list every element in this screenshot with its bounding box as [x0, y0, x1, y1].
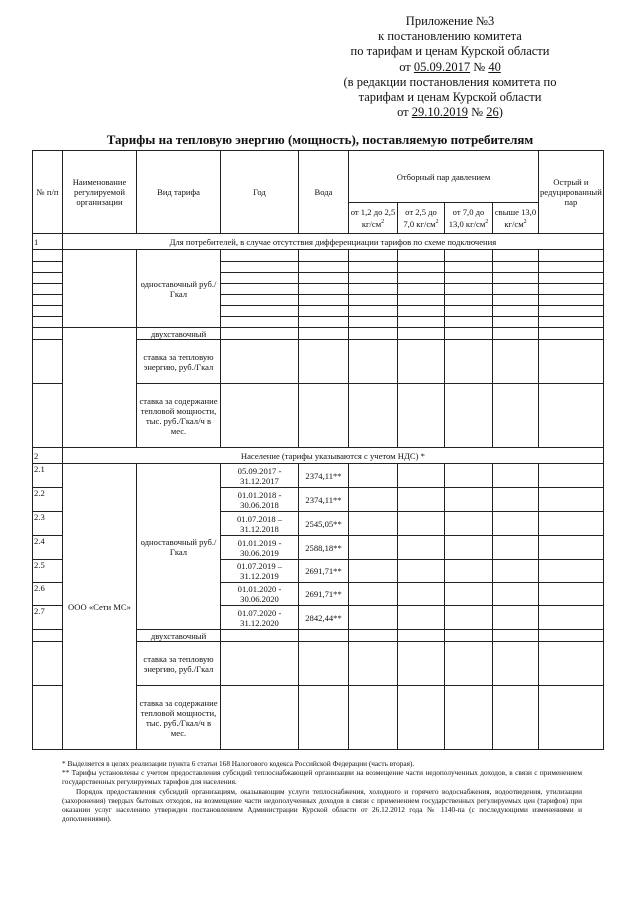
water-tariff-value: 2691,71** — [299, 560, 349, 583]
col-header-pressure-2: от 2,5 до 7,0 $кг/см^2$ — [398, 203, 445, 234]
section-label: Для потребителей, в случае отсутствия дифференциации тарифов по схеме подключения — [63, 234, 604, 250]
row-number: 2.6 — [33, 583, 63, 606]
decree-date: 05.09.2017 — [413, 59, 471, 74]
header-line-2: к постановлению комитета — [378, 29, 522, 44]
row-number: 2.7 — [33, 606, 63, 630]
col-header-steam: Отборный пар давлением — [349, 151, 539, 203]
tariff-type-two-part: двухставочный — [137, 328, 221, 340]
water-tariff-value: 2691,71** — [299, 583, 349, 606]
tariff-period: 01.07.2020 - 31.12.2020 — [221, 606, 299, 630]
tariff-period: 01.07.2018 – 31.12.2018 — [221, 512, 299, 536]
col-header-pressure-4: свыше 13,0 $кг/см^2$ — [493, 203, 539, 234]
tariff-type-two-part: двухставочный — [137, 630, 221, 642]
header-line-4: от 05.09.2017 № 40 — [399, 59, 501, 74]
water-tariff-value: 2374,11** — [299, 488, 349, 512]
col-header-sharp-steam: Острый и редуцированный пар — [539, 151, 604, 234]
capacity-rate-label: ставка за содержание тепловой мощности, тыс. руб./Гкал/ч в мес. — [137, 384, 221, 448]
table-row — [33, 464, 604, 488]
footnote-vat: * Выделяется в целях реализации пункта 6 статьи 168 Налогового кодекса Российской Федерации (часть вторая). — [62, 759, 415, 768]
section-row — [33, 448, 604, 464]
tariff-type-one-part: одноставочный руб./Гкал — [137, 464, 221, 630]
col-header-num: № п/п — [33, 151, 63, 234]
tariff-period: 01.01.2019 - 30.06.2019 — [221, 536, 299, 560]
tariff-period: 01.01.2018 - 30.06.2018 — [221, 488, 299, 512]
water-tariff-value: 2545,05** — [299, 512, 349, 536]
appendix-header — [300, 14, 600, 120]
water-tariff-value: 2374,11** — [299, 464, 349, 488]
table-row — [33, 328, 604, 340]
header-line-6: тарифам и ценам Курской области — [358, 90, 542, 105]
energy-rate-label: ставка за тепловую энергию, руб./Гкал — [137, 642, 221, 686]
header-line-7: от 29.10.2019 № 26) — [397, 105, 503, 120]
tariff-period: 01.07.2019 – 31.12.2019 — [221, 560, 299, 583]
tariff-period: 05.09.2017 - 31.12.2017 — [221, 464, 299, 488]
table-row — [33, 250, 604, 262]
decree-number: 40 — [488, 59, 501, 74]
col-header-pressure-1: от 1,2 до 2,5 $кг/см^2$ — [349, 203, 398, 234]
col-header-year: Год — [221, 151, 299, 234]
organization-name: ООО «Сети МС» — [63, 464, 137, 750]
capacity-rate-label: ставка за содержание тепловой мощности, тыс. руб./Гкал/ч в мес. — [137, 686, 221, 750]
tariff-type-one-part: одноставочный руб./Гкал — [137, 250, 221, 328]
appendix-number: Приложение №3 — [405, 14, 495, 28]
section-label: Население (тарифы указываются с учетом НДС) * — [63, 448, 604, 464]
row-number: 2.4 — [33, 536, 63, 560]
col-header-pressure-3: от 7,0 до 13,0 $кг/см^2$ — [445, 203, 493, 234]
tariff-period: 01.01.2020 - 30.06.2020 — [221, 583, 299, 606]
header-row — [33, 151, 604, 203]
section-row — [33, 234, 604, 250]
row-number: 2.1 — [33, 464, 63, 488]
footnote-subsidy: ** Тарифы установлены с учетом предоставления субсидий теплоснабжающей организации на возмещение части недополученных доходов, в связи с применением государственных регулируемых тарифов для населения. — [62, 768, 582, 787]
col-header-org: Наименование регулируемой организации — [63, 151, 137, 234]
amendment-date: 29.10.2019 — [411, 105, 469, 120]
row-number: 2.5 — [33, 560, 63, 583]
row-number: 2.2 — [33, 488, 63, 512]
amendment-number: 26 — [486, 105, 499, 120]
section-number: 2 — [33, 448, 63, 464]
water-tariff-value: 2588,18** — [299, 536, 349, 560]
water-tariff-value: 2842,44** — [299, 606, 349, 630]
col-header-water: Вода — [299, 151, 349, 234]
col-header-tariff-type: Вид тарифа — [137, 151, 221, 234]
tariff-table — [32, 150, 604, 750]
footnote-procedure: Порядок предоставления субсидий организациям, оказывающим услуги теплоснабжения, холодного и горячего водоснабжения, водоотведения, утилизации (захоронения) твердых бытовых отходов, на возмещение части недополученных доходов в связи с применением государственных регулируемых цен (тарифов) при оказании услуг населению утвержден постановлением Администрации Курской области от 26.12.2012 года № 1140-па (с последующими изменениями и дополнениями). — [62, 786, 582, 824]
document-title: Тарифы на тепловую энергию (мощность), поставляемую потребителям — [106, 132, 534, 147]
footnotes — [62, 759, 582, 823]
row-number: 2.3 — [33, 512, 63, 536]
energy-rate-label: ставка за тепловую энергию, руб./Гкал — [137, 340, 221, 384]
section-number: 1 — [33, 234, 63, 250]
header-line-3: по тарифам и ценам Курской области — [350, 44, 550, 59]
header-line-5: (в редакции постановления комитета по — [343, 74, 557, 89]
